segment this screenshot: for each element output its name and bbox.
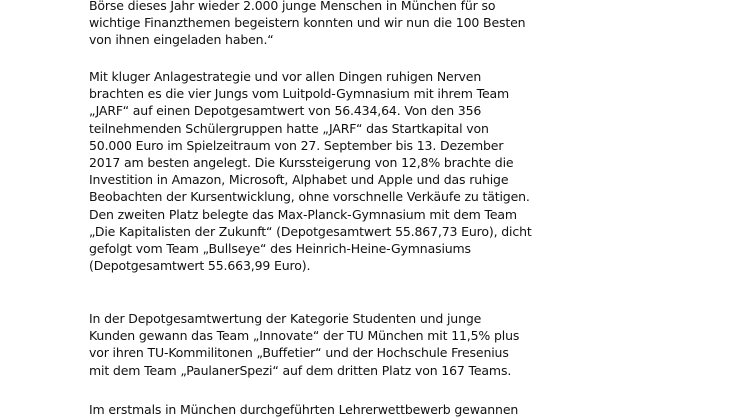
text-line: mit dem Team „PaulanerSpezi“ auf dem dritten Platz von 167 Teams. xyxy=(89,362,512,378)
text-line: Mit kluger Anlagestrategie und vor allen Dingen ruhigen Nerven xyxy=(89,69,482,84)
text-line: Beobachten der Kursentwicklung, ohne vorschnelle Verkäufe zu tätigen. xyxy=(89,189,530,205)
text-line: 50.000 Euro im Spielzeitraum von 27. September bis 13. Dezember xyxy=(89,137,504,153)
text-line: vor ihren TU-Kommilitonen „Buffetier“ und der Hochschule Fresenius xyxy=(89,345,509,361)
text-line: In der Depotgesamtwertung der Kategorie Studenten und junge xyxy=(89,311,482,326)
text-line: brachten es die vier Jungs vom Luitpold-Gymnasium mit ihrem Team xyxy=(89,86,510,102)
text-line: „Die Kapitalisten der Zukunft“ (Depotgesamtwert 55.867,73 Euro), dicht xyxy=(89,223,532,239)
text-line: gefolgt vom Team „Bullseye“ des Heinrich-Heine-Gymnasiums xyxy=(89,241,471,257)
text-line: teilnehmenden Schülergruppen hatte „JARF“ das Startkapital von xyxy=(89,120,489,136)
text-line: von ihnen eingeladen haben.“ xyxy=(89,32,274,48)
text-line: wichtige Finanzthemen begeistern konnten und wir nun die 100 Besten xyxy=(89,15,526,31)
text-line: 2017 am besten angelegt. Die Kurssteigerung von 12,8% brachte die xyxy=(89,155,514,171)
paragraph-quote-ending xyxy=(89,0,559,49)
text-line: „JARF“ auf einen Depotgesamtwert von 56.434,64. Von den 356 xyxy=(89,103,482,119)
paragraph-student-results xyxy=(89,310,559,379)
text-line: Den zweiten Platz belegte das Max-Planck-Gymnasium mit dem Team xyxy=(89,206,517,222)
text-line: Börse dieses Jahr wieder 2.000 junge Menschen in München für so xyxy=(89,0,496,13)
paragraph-teacher-competition xyxy=(89,401,559,418)
text-line: Im erstmals in München durchgeführten Lehrerwettbewerb gewannen xyxy=(89,402,519,417)
paragraph-school-results xyxy=(89,68,559,274)
text-line: Investition in Amazon, Microsoft, Alphabet und Apple und das ruhige xyxy=(89,172,509,188)
text-line: Kunden gewann das Team „Innovate“ der TU München mit 11,5% plus xyxy=(89,328,520,344)
text-line: (Depotgesamtwert 55.663,99 Euro). xyxy=(89,258,311,274)
